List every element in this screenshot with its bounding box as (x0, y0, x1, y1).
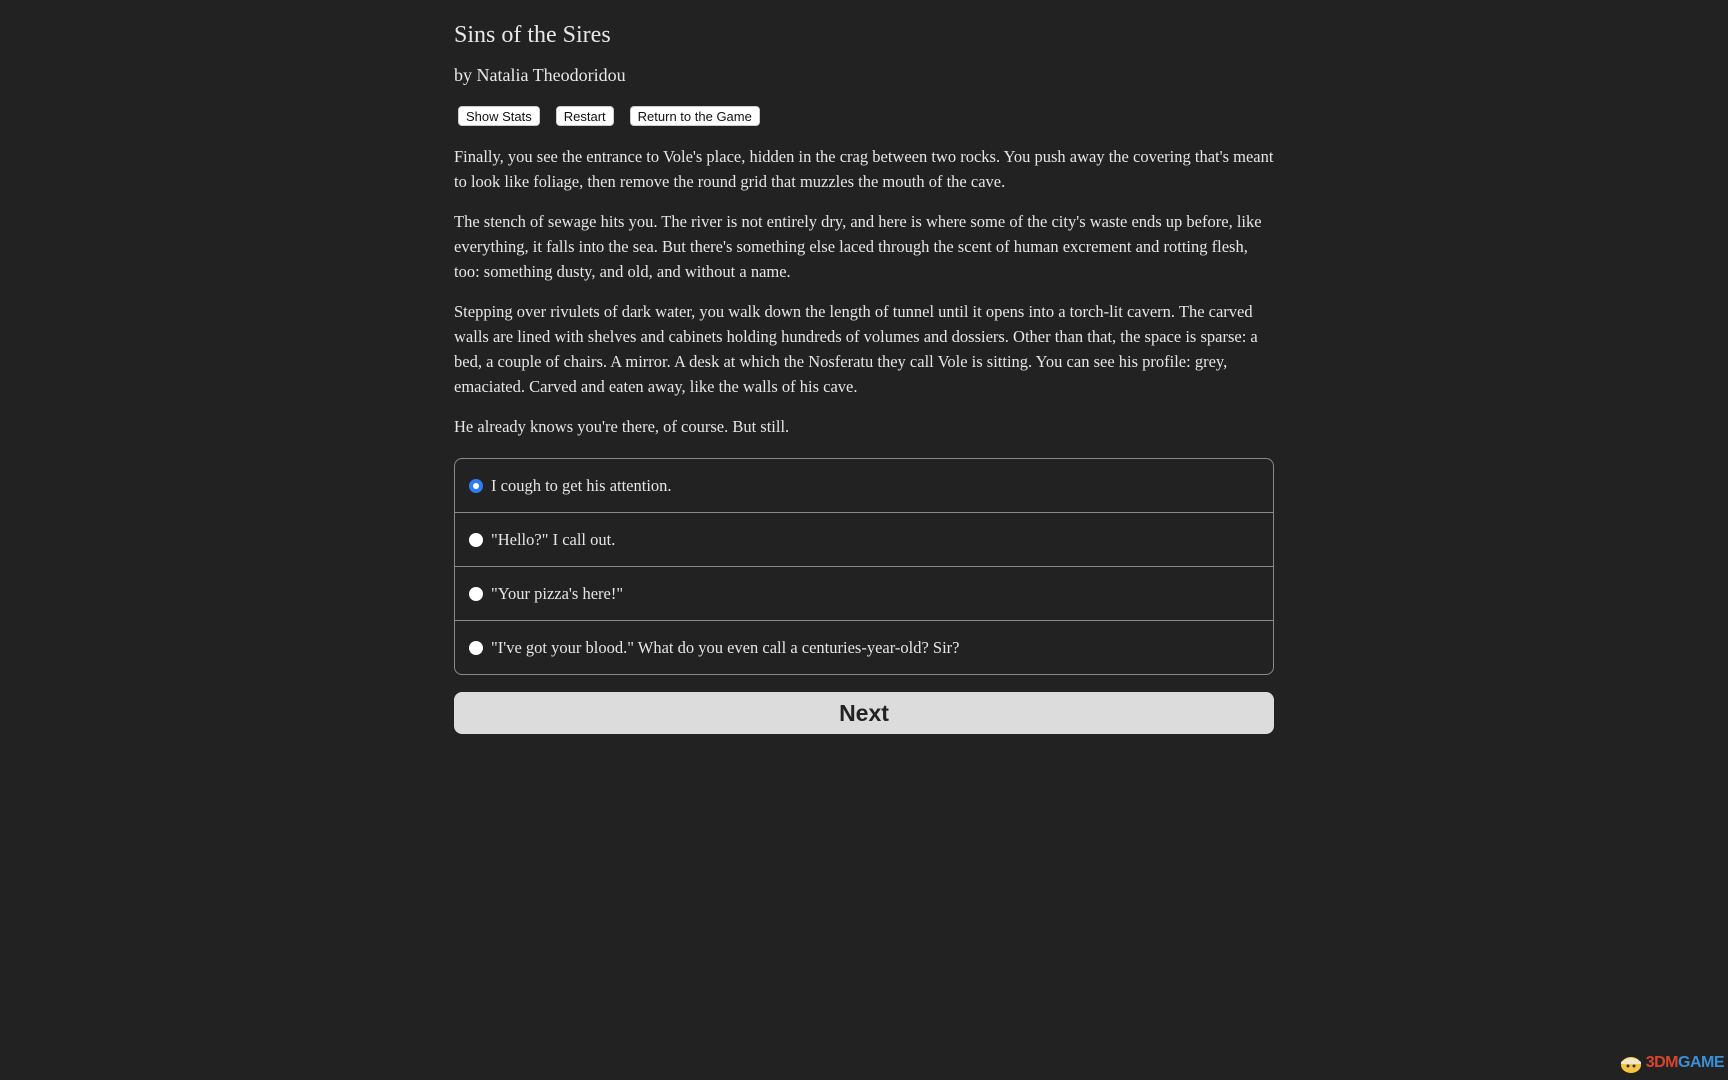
story-paragraph: Stepping over rivulets of dark water, you walk down the length of tunnel until it opens into a torch-lit cavern. The carved walls are lined with shelves and cabinets holding hundreds of volumes and dossiers. Other than that, the space is sparse: a bed, a couple of chairs. A mirror. A desk at which the Nosferatu they call Vole is sitting. You can see his profile: grey, emaciated. Carved and eaten away, like the walls of his cave. (454, 302, 1258, 396)
next-button[interactable]: Next (454, 692, 1274, 734)
choice-option-4[interactable] (455, 620, 1273, 674)
watermark-text-3dm: 3DM (1645, 1054, 1678, 1071)
choice-label: "Hello?" I call out. (491, 529, 616, 549)
choice-list (454, 458, 1274, 675)
choice-label: "Your pizza's here!" (491, 583, 624, 603)
story-paragraph: The stench of sewage hits you. The river is not entirely dry, and here is where some of the city's waste ends up before, like everything, it falls into the sea. But there's something else laced through the scent of human excrement and rotting flesh, too: something dusty, and old, and without a name. (454, 212, 1262, 281)
story-paragraph: Finally, you see the entrance to Vole's place, hidden in the crag between two rocks. You push away the covering that's meant to look like foliage, then remove the round grid that muzzles the mouth of the cave. (454, 147, 1274, 191)
choice-option-1[interactable] (455, 459, 1273, 512)
story-text (454, 144, 1274, 454)
author-byline: by Natalia Theodoridou (454, 65, 626, 85)
story-paragraph: He already knows you're there, of course. But still. (454, 417, 790, 436)
restart-button[interactable]: Restart (556, 106, 614, 126)
radio-button[interactable] (469, 641, 483, 655)
game-title: Sins of the Sires (454, 22, 611, 48)
choice-option-2[interactable] (455, 512, 1273, 566)
watermark (1618, 1052, 1724, 1074)
choice-option-3[interactable] (455, 566, 1273, 620)
radio-button[interactable] (469, 587, 483, 601)
radio-button[interactable] (469, 533, 483, 547)
return-to-game-button[interactable]: Return to the Game (630, 106, 760, 126)
radio-button[interactable] (469, 479, 483, 493)
toolbar (458, 106, 760, 126)
choice-label: I cough to get his attention. (491, 475, 672, 495)
watermark-text-game: GAME (1678, 1054, 1724, 1071)
watermark-logo-icon (1618, 1052, 1644, 1074)
choice-label: "I've got your blood." What do you even call a centuries-year-old? Sir? (491, 637, 960, 657)
show-stats-button[interactable]: Show Stats (458, 106, 540, 126)
